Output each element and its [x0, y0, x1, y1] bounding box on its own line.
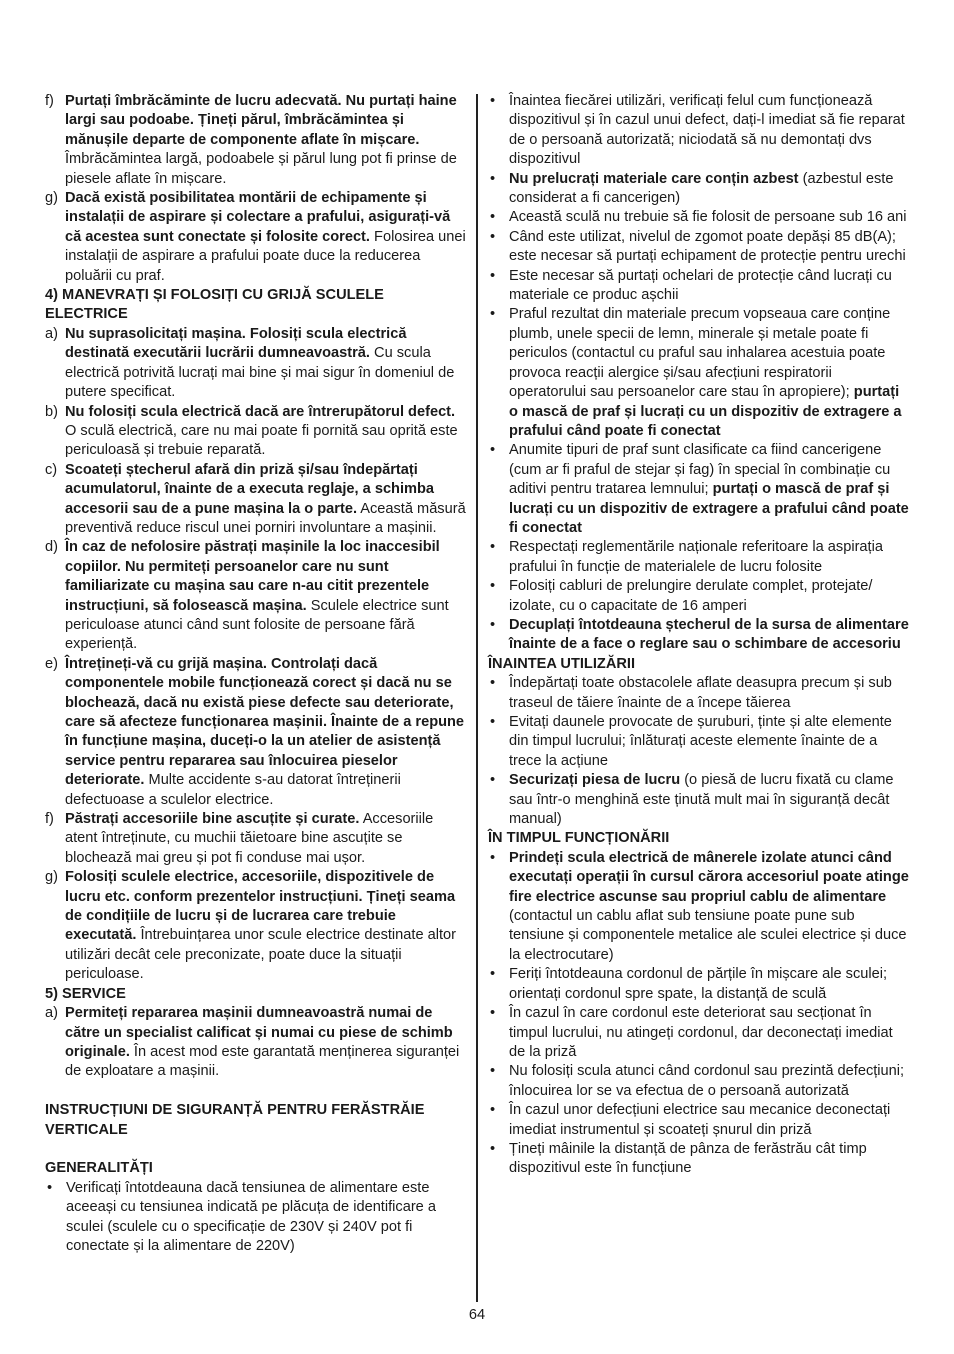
body-text: În acest mod este garantată menținerea siguranței de exploatare a mașinii. [65, 1043, 460, 1080]
column-divider [476, 94, 478, 1302]
body-text: Respectați reglementările naționale referitoare la aspirația prafului în funcție de materialele de lucru folosite [509, 539, 883, 575]
bold-text: Prindeți scula electrică de mânerele izolate atunci când executați operații în cursul cărora accesoriul poate atinge fire electrice ascunse sau propriul cablu de alimentare [509, 849, 909, 905]
bullet-item [488, 771, 910, 829]
list-item [45, 538, 467, 654]
bullet-item [488, 674, 910, 713]
body-text: (azbestul este considerat a fi cancerigen) [509, 170, 894, 207]
bold-text: În caz de nefolosire păstrați mașinile la loc inaccesibil copiilor. Nu permiteți persoanelor care nu sunt familiarizate cu mașina sau care n-au citit prezentele instrucțiuni, să folosească mașina. [65, 539, 440, 614]
bullet-marker: • [490, 306, 496, 323]
bullet-item [488, 228, 910, 267]
bullet-marker: • [490, 1140, 496, 1157]
bullet-marker: • [490, 1102, 496, 1119]
body-text: Înaintea fiecărei utilizări, verificați felul cum funcționează dispozitivul și în cazul unui defect, dați-l imediat să fie reparat de o persoană autorizată; niciodată să nu demontați dvs dispozitivul [509, 93, 905, 168]
list-marker: f) [45, 811, 54, 828]
bullet-item [488, 965, 910, 1004]
bullet-item [488, 577, 910, 616]
body-text: Anumite tipuri de praf sunt clasificate ca fiind cancerigene (cum ar fi praful de stejar și fag) în special în combinație cu aditivi pentru tratarea lemnului; [509, 442, 891, 498]
spacer [45, 1082, 467, 1101]
list-marker: e) [45, 655, 58, 672]
body-text: Verificați întotdeauna dacă tensiunea de alimentare este aceeași cu tensiunea indicată pe plăcuța de identificare a sculei (sculele cu o specificație de 230V și 240V pot fi conectate și la alimentare de 220V) [66, 1179, 436, 1254]
bullet-item [488, 208, 910, 227]
body-text: Nu folosiți scula atunci când cordonul sau prezintă defecțiuni; înlocuirea lor se va efectua de o persoană autorizată [509, 1063, 905, 1099]
list-marker: g) [45, 869, 58, 886]
bullet-marker: • [490, 93, 496, 109]
body-text: Țineți mâinile la distanță de pânza de ferăstrău cât timp dispozitivul este în funcțiune [509, 1140, 867, 1177]
list-item [45, 810, 467, 868]
body-text: Îmbrăcămintea largă, podoabele și părul lung pot fi prinse de piesele aflate în mișcare. [65, 151, 457, 187]
bullet-item [488, 1062, 910, 1101]
body-text: Feriți întotdeauna cordonul de părțile în mișcare ale sculei; orientați cordonul spre spate, la distanță de sculă [509, 966, 888, 1002]
bold-text: Întrețineți-vă cu grijă mașina. Controlați dacă componentele mobile funcționează corect și dacă nu se blochează, dacă nu există piese defecte sau deteriorate, care să afecteze funcționarea mașinii. Înainte de a repune în funcțiune mașina, duceți-o la un atelier de asistență service pentru repararea sau înlocuirea pieselor deteriorate. [65, 655, 465, 789]
list-marker: d) [45, 539, 58, 556]
section-heading: ÎNAINTEA UTILIZĂRII [488, 655, 636, 672]
bold-text: Nu suprasolicitați mașina. Folosiți scula electrică destinată executării lucrării dumneavoastră. [65, 325, 407, 362]
bullet-item [488, 1004, 910, 1062]
bold-text: Scoateți ștecherul afară din priză și/sau îndepărtați acumulatorul, înainte de a executa reglaje, a schimba accesorii sau de a pune mașina la o parte. [65, 461, 435, 517]
bullet-marker: • [490, 267, 496, 284]
body-text: Folosirea unei instalații de aspirare a prafului poate duce la reducerea poluării cu praf. [65, 228, 466, 284]
body-text: Accesoriile atent întreținute, cu muchii tăietoare bine ascuțite se blochează mai greu și pot fi conduse mai ușor. [65, 811, 434, 866]
list-marker: c) [45, 461, 58, 478]
body-text: O sculă electrică, care nu mai poate fi pornită sau oprită este periculoasă și trebuie reparată. [65, 422, 458, 459]
bullet-item [45, 1179, 467, 1257]
bold-text: Nu prelucrați materiale care conțin azbest [509, 170, 799, 187]
bullet-marker: • [490, 209, 496, 226]
bold-text: Purtați îmbrăcăminte de lucru adecvată. Nu purtați haine largi sau podoabe. Țineți părul, îmbrăcămintea și mănușile departe de componente aflate în mișcare. [65, 93, 457, 148]
body-text: Cu scula electrică potrivită lucrați mai bine și mai sigur în domeniul de putere specificat. [65, 345, 455, 401]
bullet-marker: • [490, 578, 496, 595]
bullet-item [488, 305, 910, 441]
list-marker: b) [45, 403, 58, 420]
body-text: În cazul unor defecțiuni electrice sau mecanice deconectați imediat instrumentul și scoateți șnurul din priză [509, 1102, 891, 1138]
bullet-item [488, 267, 910, 306]
bullet-marker: • [47, 1179, 53, 1196]
list-marker: a) [45, 325, 58, 342]
bullet-item [488, 441, 910, 538]
body-text: Această măsură preventivă reduce riscul unei porniri involuntare a mașinii. [65, 500, 466, 536]
body-text: Folosiți cabluri de prelungire derulate complet, protejate/ izolate, cu o capacitate de 16 amperi [509, 578, 873, 614]
bullet-item [488, 92, 910, 170]
bullet-item [488, 849, 910, 965]
body-text: Praful rezultat din materiale precum vopseaua care conține plumb, unele specii de lemn, minerale și metale poate fi periculos (contactul cu praful sau inhalarea acestuia poate provoca reacții alergice și/sau afecțiuni respiratorii operatorului sau persoanelor care stau în apropiere); [509, 306, 891, 401]
bullet-marker: • [490, 616, 496, 633]
bold-text: Nu folosiți scula electrică dacă are întrerupătorul defect. [65, 403, 456, 420]
bold-text: purtați o mască de praf și lucrați cu un dispozitiv de extragere a prafului când poate fi conectat [509, 481, 909, 536]
list-marker: f) [45, 93, 54, 109]
left-column [45, 92, 467, 1256]
bold-text: Permiteți repararea mașinii dumneavoastră numai de către un specialist calificat și numai cu piese de schimb originale. [65, 1005, 453, 1060]
body-text: Această sculă nu trebuie să fie folosit de persoane sub 16 ani [509, 209, 907, 226]
body-text: În cazul în care cordonul este deteriorat sau secționat în timpul lucrului, nu atingeți cordonul, dar deconectați imediat de la priză [509, 1005, 893, 1060]
bold-text: Dacă există posibilitatea montării de echipamente și instalații de aspirare și colectare a prafului, asigurați-vă că acestea sunt conectate și folosite corect. [65, 190, 451, 245]
list-item [45, 461, 467, 539]
spacer [45, 1140, 467, 1159]
bullet-item [488, 1101, 910, 1140]
list-item [45, 655, 467, 810]
body-text: (contactul un cablu aflat sub tensiune poate pune sub tensiune și componentele metalice ale sculei electrice și duce la electrocutare) [509, 908, 907, 963]
bold-text: Decuplați întotdeauna ștecherul de la sursa de alimentare înainte de a face o reglare sau o schimbare de accesoriu [509, 616, 909, 653]
bullet-marker: • [490, 772, 496, 789]
bullet-marker: • [490, 966, 496, 983]
bullet-marker: • [490, 539, 496, 556]
list-item [45, 403, 467, 461]
bullet-item [488, 713, 910, 771]
bullet-marker: • [490, 1005, 496, 1022]
bullet-marker: • [490, 170, 496, 187]
bullet-marker: • [490, 1063, 496, 1080]
body-text: Întrebuințarea unor scule electrice destinate altor utilizări decât cele preconizate, poate duce la situații periculoase. [65, 927, 457, 983]
body-text: Sculele electrice sunt periculoase atunci când sunt folosite de persoane fără experiență. [65, 597, 449, 653]
body-text: Este necesar să purtați ochelari de protecție când lucrați cu materiale ce produc așchii [509, 267, 892, 304]
list-item [45, 325, 467, 403]
list-marker: a) [45, 1005, 58, 1022]
bullet-item [488, 170, 910, 209]
section-heading: INSTRUCȚIUNI DE SIGURANȚĂ PENTRU FERĂSTRĂIE VERTICALE [45, 1102, 425, 1138]
list-item [45, 92, 467, 189]
body-text: (o piesă de lucru fixată cu clame sau într-o menghină este ținută mult mai în siguranță decât manual) [509, 772, 894, 828]
bullet-marker: • [490, 675, 496, 692]
bullet-marker: • [490, 228, 496, 245]
bullet-marker: • [490, 849, 496, 866]
section-heading: ÎN TIMPUL FUNCȚIONĂRII [488, 830, 670, 847]
list-marker: g) [45, 190, 58, 207]
bullet-item [488, 616, 910, 655]
body-text: Îndepărtați toate obstacolele aflate deasupra precum și sub traseul de tăiere înainte de a începe tăierea [509, 675, 892, 711]
bold-text: Folosiți sculele electrice, accesoriile, dispozitivele de lucru etc. conform prezentelor instrucțiuni. Țineți seama de condițiile de lucru și de lucrarea care trebuie executată. [65, 869, 456, 944]
bold-text: Securizați piesa de lucru [509, 772, 681, 789]
list-item [45, 868, 467, 984]
body-text: Multe accidente s-au datorat întreținerii defectuoase a sculelor electrice. [65, 772, 401, 808]
list-item [45, 1004, 467, 1082]
bold-text: Păstrați accesoriile bine ascuțite și curate. [65, 811, 360, 828]
bullet-item [488, 538, 910, 577]
body-text: Evitați daunele provocate de șuruburi, ținte și alte elemente din timpul lucrului; înlăturați aceste elemente înainte de a trece la acțiune [509, 714, 892, 769]
right-column [488, 92, 910, 1179]
section-heading: GENERALITĂȚI [45, 1160, 153, 1177]
bullet-item [488, 1140, 910, 1179]
list-item [45, 189, 467, 286]
body-text: Când este utilizat, nivelul de zgomot poate depăși 85 dB(A); este necesar să purtați echipament de protecție pentru urechi [509, 228, 906, 265]
bullet-marker: • [490, 442, 496, 459]
bold-text: purtați o mască de praf și lucrați cu un dispozitiv de extragere a prafului când poate fi conectat [509, 384, 902, 439]
section-heading: 5) SERVICE [45, 985, 126, 1002]
page-number: 64 [468, 1307, 486, 1323]
section-heading: 4) MANEVRAȚI ȘI FOLOSIȚI CU GRIJĂ SCULELE ELECTRICE [45, 287, 384, 323]
bullet-marker: • [490, 714, 496, 730]
